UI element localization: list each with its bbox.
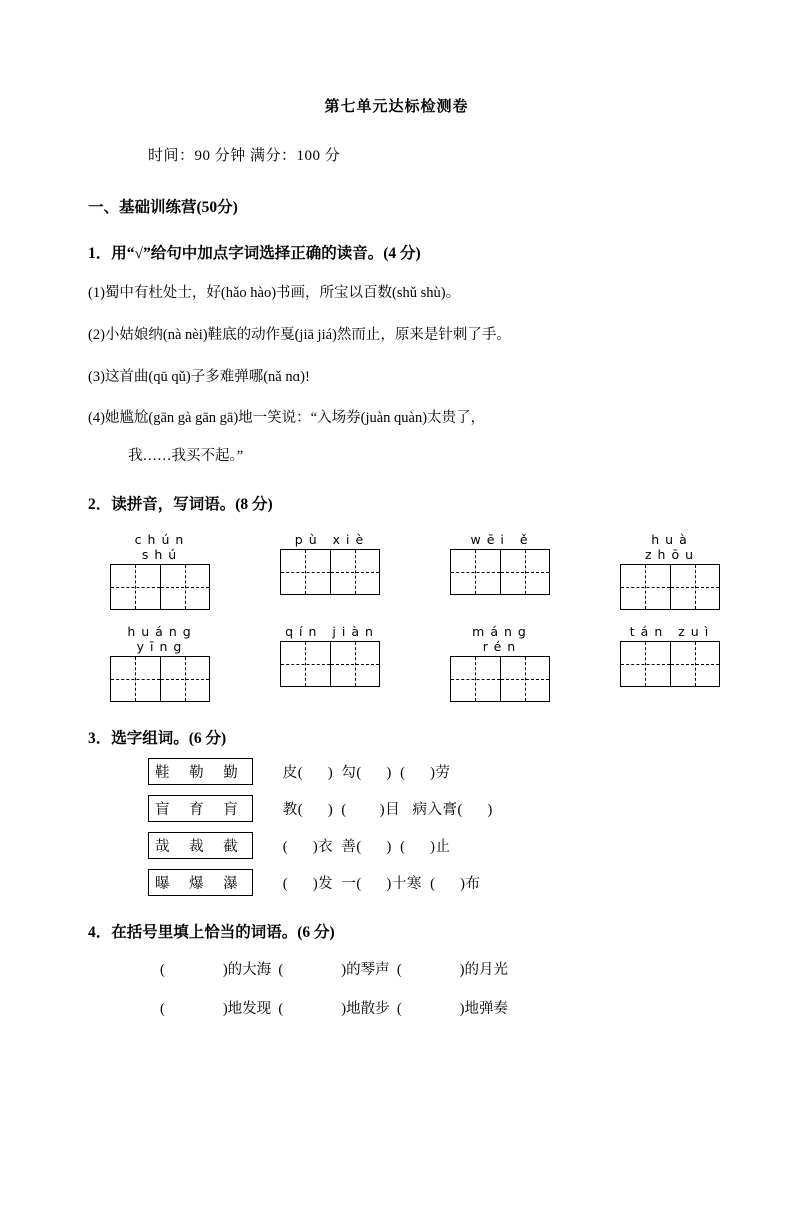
choice-blanks[interactable]: ( )发 一( )十寒 ( )布 [282, 875, 481, 892]
tianzige-grid[interactable] [280, 641, 380, 687]
question-4-row-1[interactable]: ( )的大海 ( )的琴声 ( )的月光 [160, 961, 508, 978]
tianzige-grid[interactable] [450, 656, 550, 702]
choice-row [148, 869, 793, 896]
pinyin-block [280, 624, 380, 702]
choice-row [148, 758, 793, 785]
tianzige-cell[interactable] [330, 550, 380, 594]
pinyin-block [110, 532, 210, 610]
choice-char-box: 曝 爆 瀑 [148, 869, 253, 896]
tianzige-cell[interactable] [330, 642, 380, 686]
pinyin-block [280, 532, 380, 610]
pinyin-label: qín jiàn [285, 623, 379, 639]
question-4-head: 4．在括号里填上恰当的词语。(6 分) [88, 923, 335, 941]
choice-blanks[interactable]: 教( ) ( )目 病入膏( ) [282, 801, 493, 818]
tianzige-grid[interactable] [110, 656, 210, 702]
tianzige-cell[interactable] [500, 550, 550, 594]
question-3-head: 3．选字组词。(6 分) [88, 729, 227, 747]
choice-char-box: 哉 裁 截 [148, 832, 253, 859]
exam-info: 时间：90 分钟 满分：100 分 [148, 148, 341, 164]
choice-blanks[interactable]: ( )衣 善( ) ( )止 [282, 838, 451, 855]
tianzige-grid[interactable] [620, 641, 720, 687]
choice-row [148, 795, 793, 822]
pinyin-label: tán zuì [629, 623, 715, 639]
tianzige-grid[interactable] [620, 564, 720, 610]
tianzige-cell[interactable] [621, 642, 670, 686]
tianzige-cell[interactable] [621, 565, 670, 609]
pinyin-label: huà zhōu [644, 531, 700, 562]
tianzige-grid[interactable] [110, 564, 210, 610]
pinyin-block [110, 624, 210, 702]
question-1-item-4-cont: 我……我买不起。” [128, 448, 244, 464]
pinyin-label: wēi ě [470, 531, 534, 547]
question-1-item-1: (1)蜀中有杜处士，好(hǎo hào)书画，所宝以百数(shǔ shù)。 [88, 285, 461, 301]
pinyin-block [620, 532, 720, 610]
tianzige-cell[interactable] [281, 550, 330, 594]
pinyin-label: pù xiè [294, 531, 370, 547]
question-2-head: 2．读拼音，写词语。(8 分) [88, 495, 273, 513]
question-4-row-2[interactable]: ( )地发现 ( )地散步 ( )地弹奏 [160, 1000, 508, 1017]
tianzige-cell[interactable] [160, 657, 210, 701]
tianzige-cell[interactable] [451, 657, 500, 701]
page-title: 第七单元达标检测卷 [324, 99, 469, 115]
pinyin-block [450, 532, 550, 610]
tianzige-cell[interactable] [111, 565, 160, 609]
choice-char-box: 盲 育 肓 [148, 795, 253, 822]
section-title-basics: 一、基础训练营(50分) [88, 199, 238, 216]
choice-row [148, 832, 793, 859]
question-1-item-3: (3)这首曲(qū qǔ)子多难弹哪(nǎ nɑ)! [88, 368, 310, 385]
tianzige-cell[interactable] [281, 642, 330, 686]
choice-char-box: 鞋 勒 勤 [148, 758, 253, 785]
pinyin-row-1 [110, 532, 793, 610]
question-1-item-4: (4)她尴尬(gān gà gān gā)地一笑说：“入场券(juàn quàn)太贵了， [88, 410, 486, 427]
tianzige-cell[interactable] [111, 657, 160, 701]
pinyin-label: huáng yīng [127, 623, 197, 654]
tianzige-cell[interactable] [500, 657, 550, 701]
pinyin-label: máng rén [472, 623, 532, 654]
choice-blanks[interactable]: 皮( ) 勾( ) ( )劳 [282, 764, 451, 781]
tianzige-cell[interactable] [160, 565, 210, 609]
pinyin-label: chún shú [134, 531, 190, 562]
pinyin-block [450, 624, 550, 702]
tianzige-grid[interactable] [280, 549, 380, 595]
question-1-item-2: (2)小姑娘纳(nà nèi)鞋底的动作戛(jiā jiá)然而止，原来是针刺了手。 [88, 326, 511, 343]
tianzige-cell[interactable] [670, 642, 720, 686]
pinyin-row-2 [110, 624, 793, 702]
pinyin-block [620, 624, 720, 702]
tianzige-cell[interactable] [670, 565, 720, 609]
tianzige-cell[interactable] [451, 550, 500, 594]
tianzige-grid[interactable] [450, 549, 550, 595]
question-1-head: 1．用“√”给句中加点字词选择正确的读音。(4 分) [88, 245, 421, 262]
exam-page [0, 95, 793, 1217]
